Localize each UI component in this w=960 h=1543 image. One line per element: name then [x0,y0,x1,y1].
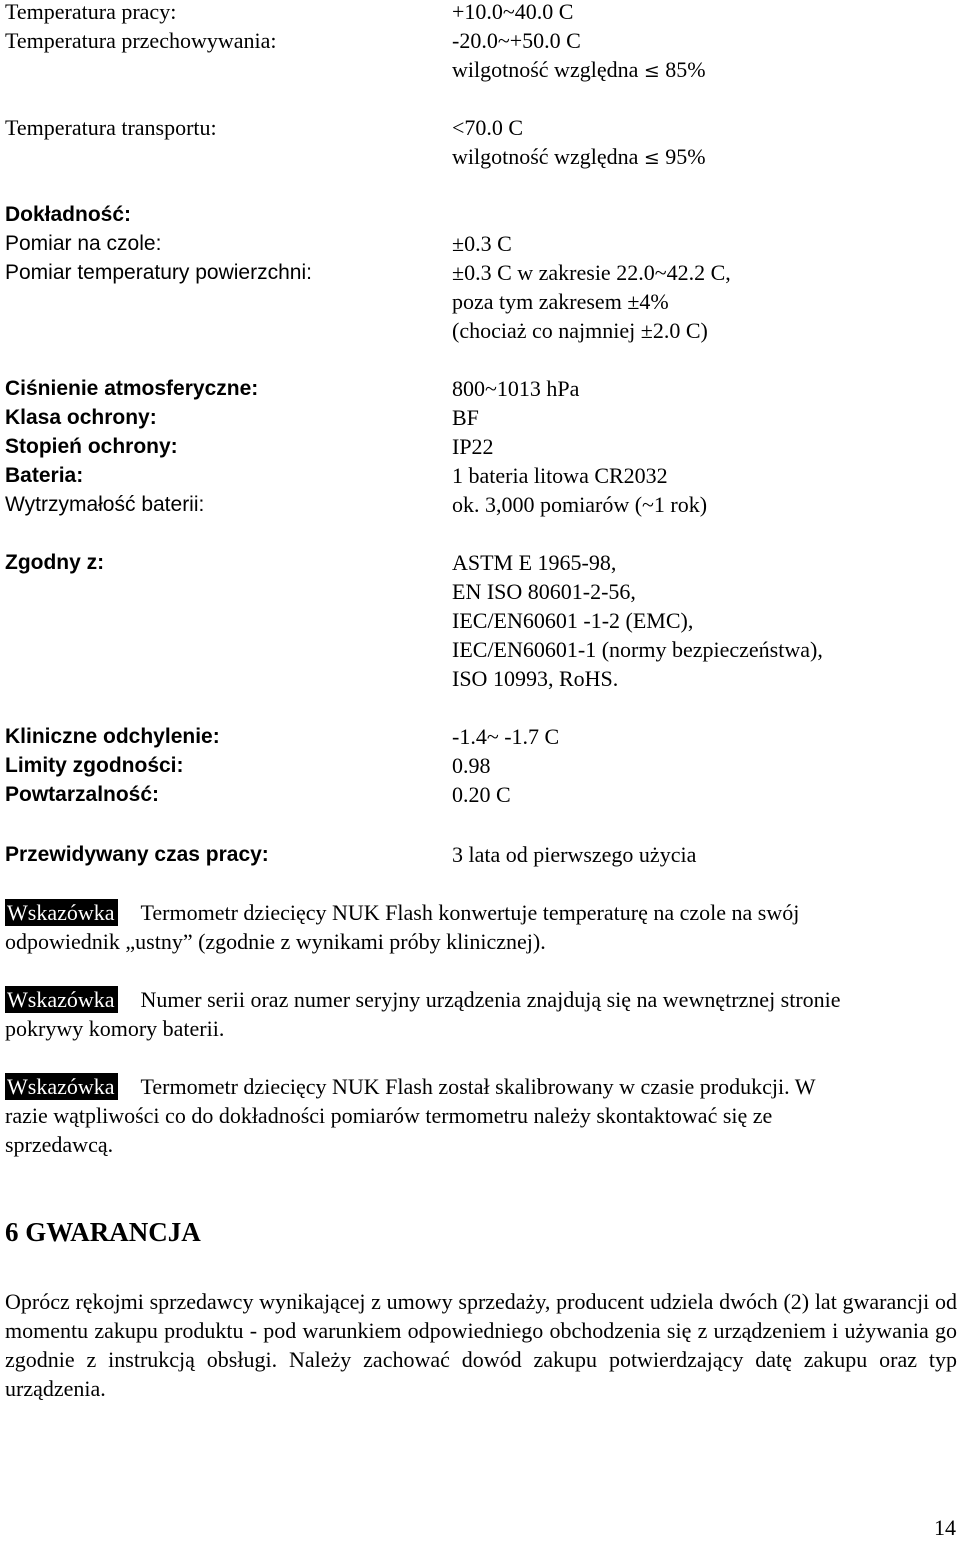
spec-surface-value: ±0.3 C w zakresie 22.0~42.2 C, [452,260,731,285]
spec-compliance-line: ASTM E 1965-98, [452,550,617,575]
spec-forehead-value: ±0.3 C [452,231,512,256]
spec-surface-label: Pomiar temperatury powierzchni: [5,261,312,284]
spec-operating-temp-value: +10.0~40.0 C [452,0,574,24]
warranty-heading: 6 GWARANCJA [5,1217,201,1247]
note-text: Numer serii oraz numer seryjny urządzenia znajdują się na wewnętrznej stronie [140,987,841,1012]
spec-clinical-bias-value: -1.4~ -1.7 C [452,724,560,749]
spec-transport-temp-value: <70.0 C [452,115,524,140]
spec-protection-degree-value: IP22 [452,434,494,459]
note-3-line-3: sprzedawcą. [5,1132,114,1157]
spec-transport-temp-label: Temperatura transportu: [5,115,217,140]
spec-lifetime-value: 3 lata od pierwszego użycia [452,842,697,867]
note-tag: Wskazówka [5,1073,118,1100]
spec-protection-class-value: BF [452,405,479,430]
spec-accuracy-label: Dokładność: [5,203,132,226]
spec-forehead-label: Pomiar na czole: [5,232,162,255]
spec-battery-life-value: ok. 3,000 pomiarów (~1 rok) [452,492,708,517]
note-text: Termometr dziecięcy NUK Flash został skalibrowany w czasie produkcji. W [140,1074,816,1099]
spec-compliance-line: EN ISO 80601-2-56, [452,579,636,604]
note-1-line-2: odpowiednik „ustny” (zgodnie z wynikami próby klinicznej). [5,929,546,954]
spec-battery-label: Bateria: [5,464,84,487]
note-2-line-2: pokrywy komory baterii. [5,1016,225,1041]
spec-compliance-line: IEC/EN60601-1 (normy bezpieczeństwa), [452,637,823,662]
spec-compliance-label: Zgodny z: [5,551,105,574]
note-2 [5,985,841,1014]
spec-lifetime-label: Przewidywany czas pracy: [5,843,269,866]
spec-storage-temp-label: Temperatura przechowywania: [5,28,277,53]
spec-protection-class-label: Klasa ochrony: [5,406,157,429]
note-tag: Wskazówka [5,899,118,926]
spec-compliance-line: IEC/EN60601 -1-2 (EMC), [452,608,694,633]
spec-operating-temp-label: Temperatura pracy: [5,0,177,24]
note-tag: Wskazówka [5,986,118,1013]
note-1 [5,898,799,927]
note-3 [5,1072,815,1101]
spec-pressure-value: 800~1013 hPa [452,376,580,401]
spec-surface-value-3: (chociaż co najmniej ±2.0 C) [452,318,708,343]
spec-compliance-line: ISO 10993, RoHS. [452,666,619,691]
warranty-text: Oprócz rękojmi sprzedawcy wynikającej z umowy sprzedaży, producent udziela dwóch (2) lat gwarancji od momentu zakupu produktu - pod warunkiem odpowiedniego obchodzenia się z urządzeniem i używania go zgodnie z instrukcją obsługi. Należy zachować dowód zakupu potwierdzający datę zakupu oraz typ urządzenia. [5,1289,957,1401]
spec-limits-label: Limity zgodności: [5,754,184,777]
spec-storage-temp-value: -20.0~+50.0 C [452,28,581,53]
spec-repeatability-label: Powtarzalność: [5,783,160,806]
spec-pressure-label: Ciśnienie atmosferyczne: [5,377,259,400]
spec-clinical-bias-label: Kliniczne odchylenie: [5,725,220,748]
spec-protection-degree-label: Stopień ochrony: [5,435,178,458]
spec-storage-humidity: wilgotność względna ≤ 85% [452,57,706,82]
page-number: 14 [934,1515,956,1540]
note-3-line-2: razie wątpliwości co do dokładności pomiarów termometru należy skontaktować się ze [5,1103,773,1128]
spec-battery-life-label: Wytrzymałość baterii: [5,493,205,516]
spec-surface-value-2: poza tym zakresem ±4% [452,289,669,314]
spec-transport-humidity: wilgotność względna ≤ 95% [452,144,706,169]
spec-limits-value: 0.98 [452,753,491,778]
note-text: Termometr dziecięcy NUK Flash konwertuje temperaturę na czole na swój [140,900,800,925]
spec-battery-value: 1 bateria litowa CR2032 [452,463,668,488]
spec-repeatability-value: 0.20 C [452,782,511,807]
